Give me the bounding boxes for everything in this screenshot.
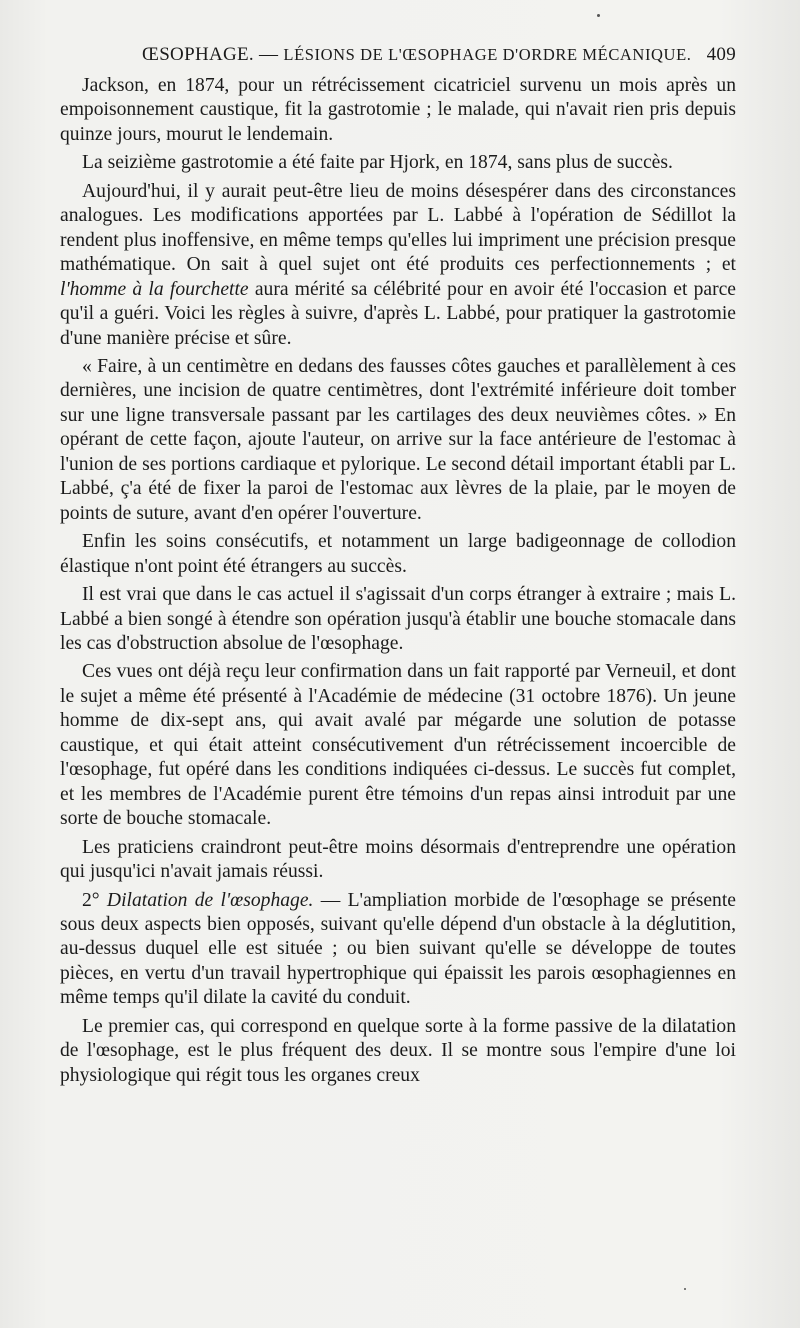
paragraph-1: Jackson, en 1874, pour un rétrécissement cicatriciel survenu un mois après un empoisonnement caustique, fit la gastrotomie ; le malade, qui n'avait rien pris depuis quinze jours, mourut le lendemain. [60, 75, 736, 145]
paragraph-9 [60, 889, 736, 1011]
header-title-part1: ŒSOPHAGE. [142, 44, 254, 65]
print-speck [597, 14, 600, 17]
paragraph-3-italic: l'homme à la fourchette [60, 278, 249, 300]
paragraph-3-head: Aujourd'hui, il y aurait peut-être lieu de moins désespérer dans des circonstances analogues. Les modifications apportées par L. Labbé à l'opération de Sédillot la rendent plus inoffensive, en même temps qu'elles lui impriment une précision presque mathématique. On sait à quel sujet ont été produits ces perfectionnements ; et [60, 180, 736, 276]
paragraph-7: Ces vues ont déjà reçu leur confirmation dans un fait rapporté par Verneuil, et dont le sujet a même été présenté à l'Académie de médecine (31 octobre 1876). Un jeune homme de dix-sept ans, qui avait avalé par mégarde une solution de potasse caustique, et qui était atteint consécutivement d'un rétrécissement incoercible de l'œsophage, fut opéré dans les conditions indiquées ci-dessus. Le succès fut complet, et les membres de l'Académie purent être témoins d'un repas ainsi introduit par une sorte de bouche stomacale. [60, 661, 736, 830]
print-speck [684, 1288, 686, 1290]
paragraph-2: La seizième gastrotomie a été faite par Hjork, en 1874, sans plus de succès. [82, 152, 673, 174]
page-number: 409 [706, 44, 736, 65]
header-dash: — [259, 44, 279, 65]
paragraph-4: « Faire, à un centimètre en dedans des fausses côtes gauches et parallèlement à ces dernières, une incision de quatre centimètres, dont l'extrémité inférieure doit tomber sur une ligne transversale passant par les cartilages des deux neuvièmes côtes. » En opérant de cette façon, ajoute l'auteur, on arrive sur la face antérieure de l'estomac à l'union de ses portions cardiaque et pylorique. Le second détail important établi par L. Labbé, ç'a été de fixer la paroi de l'estomac aux lèvres de la plaie, par le moyen de points de suture, avant d'en opérer l'ouverture. [60, 355, 736, 524]
running-header [60, 44, 740, 74]
section-heading: Dilatation de l'œsophage. [106, 889, 314, 911]
paragraph-6: Il est vrai que dans le cas actuel il s'agissait d'un corps étranger à extraire ; mais L. Labbé a bien songé à étendre son opération jusqu'à établir une bouche stomacale dans les cas d'obstruction absolue de l'œsophage. [60, 584, 736, 654]
paragraph-10: Le premier cas, qui correspond en quelque sorte à la forme passive de la dilatation de l'œsophage, est le plus fréquent des deux. Il se montre sous l'empire d'une loi physiologique qui régit tous les organes creux [60, 1015, 736, 1086]
paragraph-3-tail: aura mérité sa célébrité pour en avoir été l'occasion et parce qu'il a guéri. Voici les règles à suivre, d'après L. Labbé, pour pratiquer la gastrotomie d'une manière précise et sûre. [60, 278, 737, 349]
paragraph-3 [60, 180, 736, 351]
paragraph-9-tail: — L'ampliation morbide de l'œsophage se présente sous deux aspects bien opposés, suivant qu'elle dépend d'un obstacle à la déglutition, au-dessus duquel elle est située ; ou bien suivant qu'elle se développe de toutes pièces, en vertu d'un travail hypertrophique qui épaissit les parois œsophagiennes en même temps qu'il dilate la cavité du conduit. [60, 889, 736, 1009]
body-text [60, 74, 736, 1092]
running-title [142, 44, 691, 66]
paragraph-8: Les praticiens craindront peut-être moins désormais d'entreprendre une opération qui jusqu'ici n'avait jamais réussi. [60, 836, 736, 883]
paragraph-5: Enfin les soins consécutifs, et notamment un large badigeonnage de collodion élastique n'ont point été étrangers au succès. [60, 531, 736, 577]
header-title-part2: LÉSIONS DE L'ŒSOPHAGE D'ORDRE MÉCANIQUE. [283, 45, 692, 64]
section-number: 2° [82, 889, 100, 911]
